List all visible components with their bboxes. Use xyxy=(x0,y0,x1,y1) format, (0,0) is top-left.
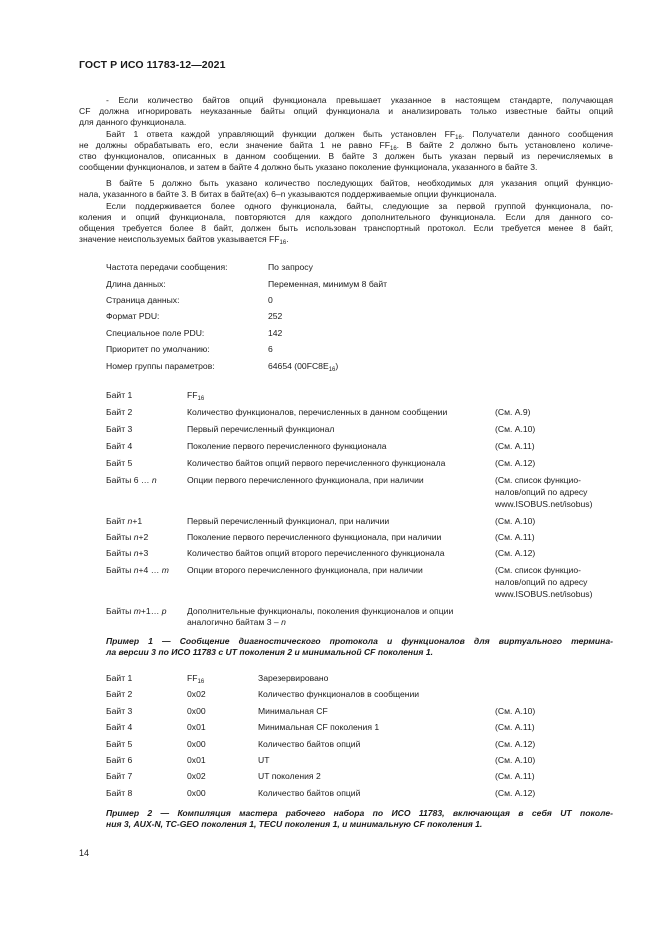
text-span: . В байте 2 должно быть установлено количе- xyxy=(396,140,613,151)
text-line: ла версии 3 по ИСО 11783 с UT поколения 2 и минимальной CF поколения 1. xyxy=(106,647,433,658)
ex-ref: (См. А.12) xyxy=(495,788,536,798)
param-value: Переменная, минимум 8 байт xyxy=(268,279,388,289)
byte-label xyxy=(106,565,169,576)
ex-byte: Байт 6 xyxy=(106,755,133,765)
text-span: FF xyxy=(187,390,198,400)
byte-description: Дополнительные функционалы, поколения функционалов и опции xyxy=(187,606,454,616)
text-line xyxy=(79,234,613,245)
variable: n xyxy=(127,516,133,526)
paragraph-multiple-functionalities xyxy=(79,201,613,245)
ex-desc: UT xyxy=(258,755,270,765)
byte-reference: (См. список функцио- xyxy=(495,565,581,575)
ex-ref: (См. А.11) xyxy=(495,771,535,781)
param-label: Длина данных: xyxy=(106,279,166,289)
text-span: +2 xyxy=(138,532,149,542)
text-span: . xyxy=(286,234,289,245)
byte-description: Опции первого перечисленного функционала, при наличии xyxy=(187,475,424,485)
ex-byte: Байт 7 xyxy=(106,771,133,781)
param-value xyxy=(268,361,338,372)
text-line: для данного функционала. xyxy=(79,117,187,128)
byte-description: Опции второго перечисленного функционала, при наличии xyxy=(187,565,423,575)
paragraph-cf-ignore xyxy=(79,95,613,128)
ex-byte: Байт 8 xyxy=(106,788,133,798)
param-value: 142 xyxy=(268,328,283,338)
byte-label: Байт 3 xyxy=(106,424,133,434)
byte-label: Байт 1 xyxy=(106,390,133,400)
text-span: ) xyxy=(335,361,339,371)
ex-byte: Байт 1 xyxy=(106,673,133,683)
ex-ref: (См. А.12) xyxy=(495,739,536,749)
ex-value xyxy=(187,673,204,684)
text-line: CF должна игнорировать неуказанные байты опций функционала и анализировать только известные байты опций xyxy=(79,106,613,117)
text-span: значение неиспользуемых байтов указывается FF xyxy=(79,234,280,245)
ex-byte: Байт 3 xyxy=(106,706,133,716)
text-span: Байты xyxy=(106,565,134,575)
byte-label: Байт 2 xyxy=(106,407,133,417)
param-label: Специальное поле PDU: xyxy=(106,328,205,338)
subscript: 16 xyxy=(279,240,287,247)
byte-reference: (См. А.11) xyxy=(495,532,535,542)
text-line: сообщении функционалов, и затем в байте 4 должно быть указано поколение функционала, указанного в байте 3. xyxy=(79,162,538,173)
byte-description: Первый перечисленный функционал, при наличии xyxy=(187,516,390,526)
byte-description: Количество байтов опций второго перечисленного функционала xyxy=(187,548,445,558)
ex-desc: Минимальная CF xyxy=(258,706,328,716)
ex-value: 0x00 xyxy=(187,788,206,798)
ex-ref: (См. А.10) xyxy=(495,755,536,765)
paragraph-byte-5 xyxy=(79,178,613,200)
text-span: +3 xyxy=(138,548,149,558)
byte-reference: (См. А.11) xyxy=(495,441,535,451)
param-label: Страница данных: xyxy=(106,295,180,305)
byte-reference: налов/опций по адресу xyxy=(495,577,588,587)
byte-description: Количество функционалов, перечисленных в данном сообщении xyxy=(187,407,448,417)
param-value: 6 xyxy=(268,344,273,354)
text-span: не должны обрабатывать его, если значение байта 1 не равно FF xyxy=(79,140,390,151)
variable: p xyxy=(161,606,167,616)
ex-byte: Байт 2 xyxy=(106,689,133,699)
subscript: 16 xyxy=(389,146,397,153)
byte-reference: (См. А.10) xyxy=(495,516,536,526)
variable: n xyxy=(281,617,286,627)
document-header: ГОСТ Р ИСО 11783-12—2021 xyxy=(79,59,226,71)
text-span: Байты xyxy=(106,606,134,616)
ex-byte: Байт 4 xyxy=(106,722,133,732)
ex-desc: Минимальная CF поколения 1 xyxy=(258,722,380,732)
text-line: ство функционалов, описанных в данном сообщении. В байте 3 должен быть указан первый из перечисляемых в xyxy=(79,151,613,162)
ex-byte: Байт 5 xyxy=(106,739,133,749)
ex-desc: Количество функционалов в сообщении xyxy=(258,689,420,699)
text-line: Пример 1 — Сообщение диагностического протокола и функционалов для виртуального термина- xyxy=(106,636,613,646)
param-value: По запросу xyxy=(268,262,313,272)
byte-reference: (См. А.10) xyxy=(495,424,536,434)
subscript: 16 xyxy=(197,679,205,685)
text-span: . Получатели данного сообщения xyxy=(461,129,613,139)
variable: n xyxy=(151,475,157,485)
byte-label: Байт 5 xyxy=(106,458,133,468)
variable: n xyxy=(133,565,139,575)
text-line: ния 3, AUX-N, TC-GEO поколения 1, TECU поколения 1, и минимальную CF поколения 1. xyxy=(106,819,483,830)
byte-reference: (См. А.12) xyxy=(495,548,536,558)
text-line: коления и опций функционала, повторяются для каждого дополнительного функционала. Если для данного со- xyxy=(79,212,613,223)
text-span: +4 … xyxy=(138,565,162,575)
text-line: - Если количество байтов опций функционала превышает указанное в настоящем стандарте, получающая xyxy=(106,95,613,105)
text-span: Байт 1 ответа каждой управляющий функции должен быть установлен FF xyxy=(106,129,456,139)
ex-value: 0x00 xyxy=(187,739,206,749)
byte-description xyxy=(187,617,286,628)
text-span: Байт xyxy=(106,516,128,526)
byte-label: Байт 4 xyxy=(106,441,133,451)
byte-label xyxy=(106,516,142,527)
variable: m xyxy=(133,606,141,616)
text-line: общения требуется более 8 байт, должен быть использован транспортный протокол. Если требуется менее 8 байт, xyxy=(79,223,613,234)
text-span: Байты 6 … xyxy=(106,475,152,485)
text-span: +1… xyxy=(140,606,162,616)
ex-value: 0x01 xyxy=(187,722,206,732)
subscript: 16 xyxy=(455,135,462,141)
byte-reference: www.ISOBUS.net/isobus) xyxy=(495,499,593,509)
param-value: 0 xyxy=(268,295,273,305)
text-span: Байты xyxy=(106,548,134,558)
subscript: 16 xyxy=(197,396,205,402)
variable: n xyxy=(133,532,139,542)
byte-reference: (См. А.9) xyxy=(495,407,531,417)
ex-desc: Зарезервировано xyxy=(258,673,329,683)
text-line xyxy=(79,129,613,140)
text-span: FF xyxy=(187,673,198,683)
text-line xyxy=(79,140,613,151)
page-number: 14 xyxy=(79,848,90,858)
ex-desc: UT поколения 2 xyxy=(258,771,321,781)
param-label: Приоритет по умолчанию: xyxy=(106,344,210,354)
ex-desc: Количество байтов опций xyxy=(258,739,361,749)
variable: m xyxy=(161,565,169,575)
byte-label xyxy=(106,548,148,559)
byte-description xyxy=(187,390,204,401)
text-span: 64654 (00FC8E xyxy=(268,361,329,371)
byte-description: Количество байтов опций первого перечисленного функционала xyxy=(187,458,446,468)
byte-description: Поколение первого перечисленного функционала xyxy=(187,441,387,451)
byte-reference: (См. А.12) xyxy=(495,458,536,468)
param-value: 252 xyxy=(268,311,283,321)
paragraph-byte-1 xyxy=(79,129,613,173)
subscript: 16 xyxy=(328,367,336,373)
param-label: Номер группы параметров: xyxy=(106,361,215,371)
text-line: В байте 5 должно быть указано количество последующих байтов, необходимых для указания опций функцио- xyxy=(106,178,613,188)
text-line: Пример 2 — Компиляция мастера рабочего набора по ИСО 11783, включающая в себя UT поколе- xyxy=(106,808,613,818)
byte-description: Первый перечисленный функционал xyxy=(187,424,335,434)
param-label: Частота передачи сообщения: xyxy=(106,262,228,272)
ex-desc: Количество байтов опций xyxy=(258,788,361,798)
byte-label xyxy=(106,475,157,486)
ex-value: 0x02 xyxy=(187,689,206,699)
example-2-title xyxy=(106,808,613,831)
byte-description: Поколение первого перечисленного функционала, при наличии xyxy=(187,532,442,542)
byte-reference: (См. список функцио- xyxy=(495,475,581,485)
ex-ref: (См. А.10) xyxy=(495,706,536,716)
text-span: +1 xyxy=(132,516,143,526)
byte-reference: налов/опций по адресу xyxy=(495,487,588,497)
param-label: Формат PDU: xyxy=(106,311,160,321)
byte-reference: www.ISOBUS.net/isobus) xyxy=(495,589,593,599)
text-line: Если поддерживается более одного функционала, байты, следующие за первой группой функционала, по- xyxy=(106,201,613,211)
ex-value: 0x02 xyxy=(187,771,206,781)
ex-ref: (См. А.11) xyxy=(495,722,535,732)
text-span: Байты xyxy=(106,532,134,542)
byte-label xyxy=(106,606,166,617)
variable: n xyxy=(133,548,139,558)
byte-label xyxy=(106,532,148,543)
ex-value: 0x00 xyxy=(187,706,206,716)
ex-value: 0x01 xyxy=(187,755,206,765)
text-span: аналогично байтам 3 – xyxy=(187,617,282,627)
example-1-title xyxy=(106,636,613,659)
text-line: нала, указанного в байте 3. В битах в байте(ах) 6–n указываются поддерживаемые опции функционала. xyxy=(79,189,497,200)
